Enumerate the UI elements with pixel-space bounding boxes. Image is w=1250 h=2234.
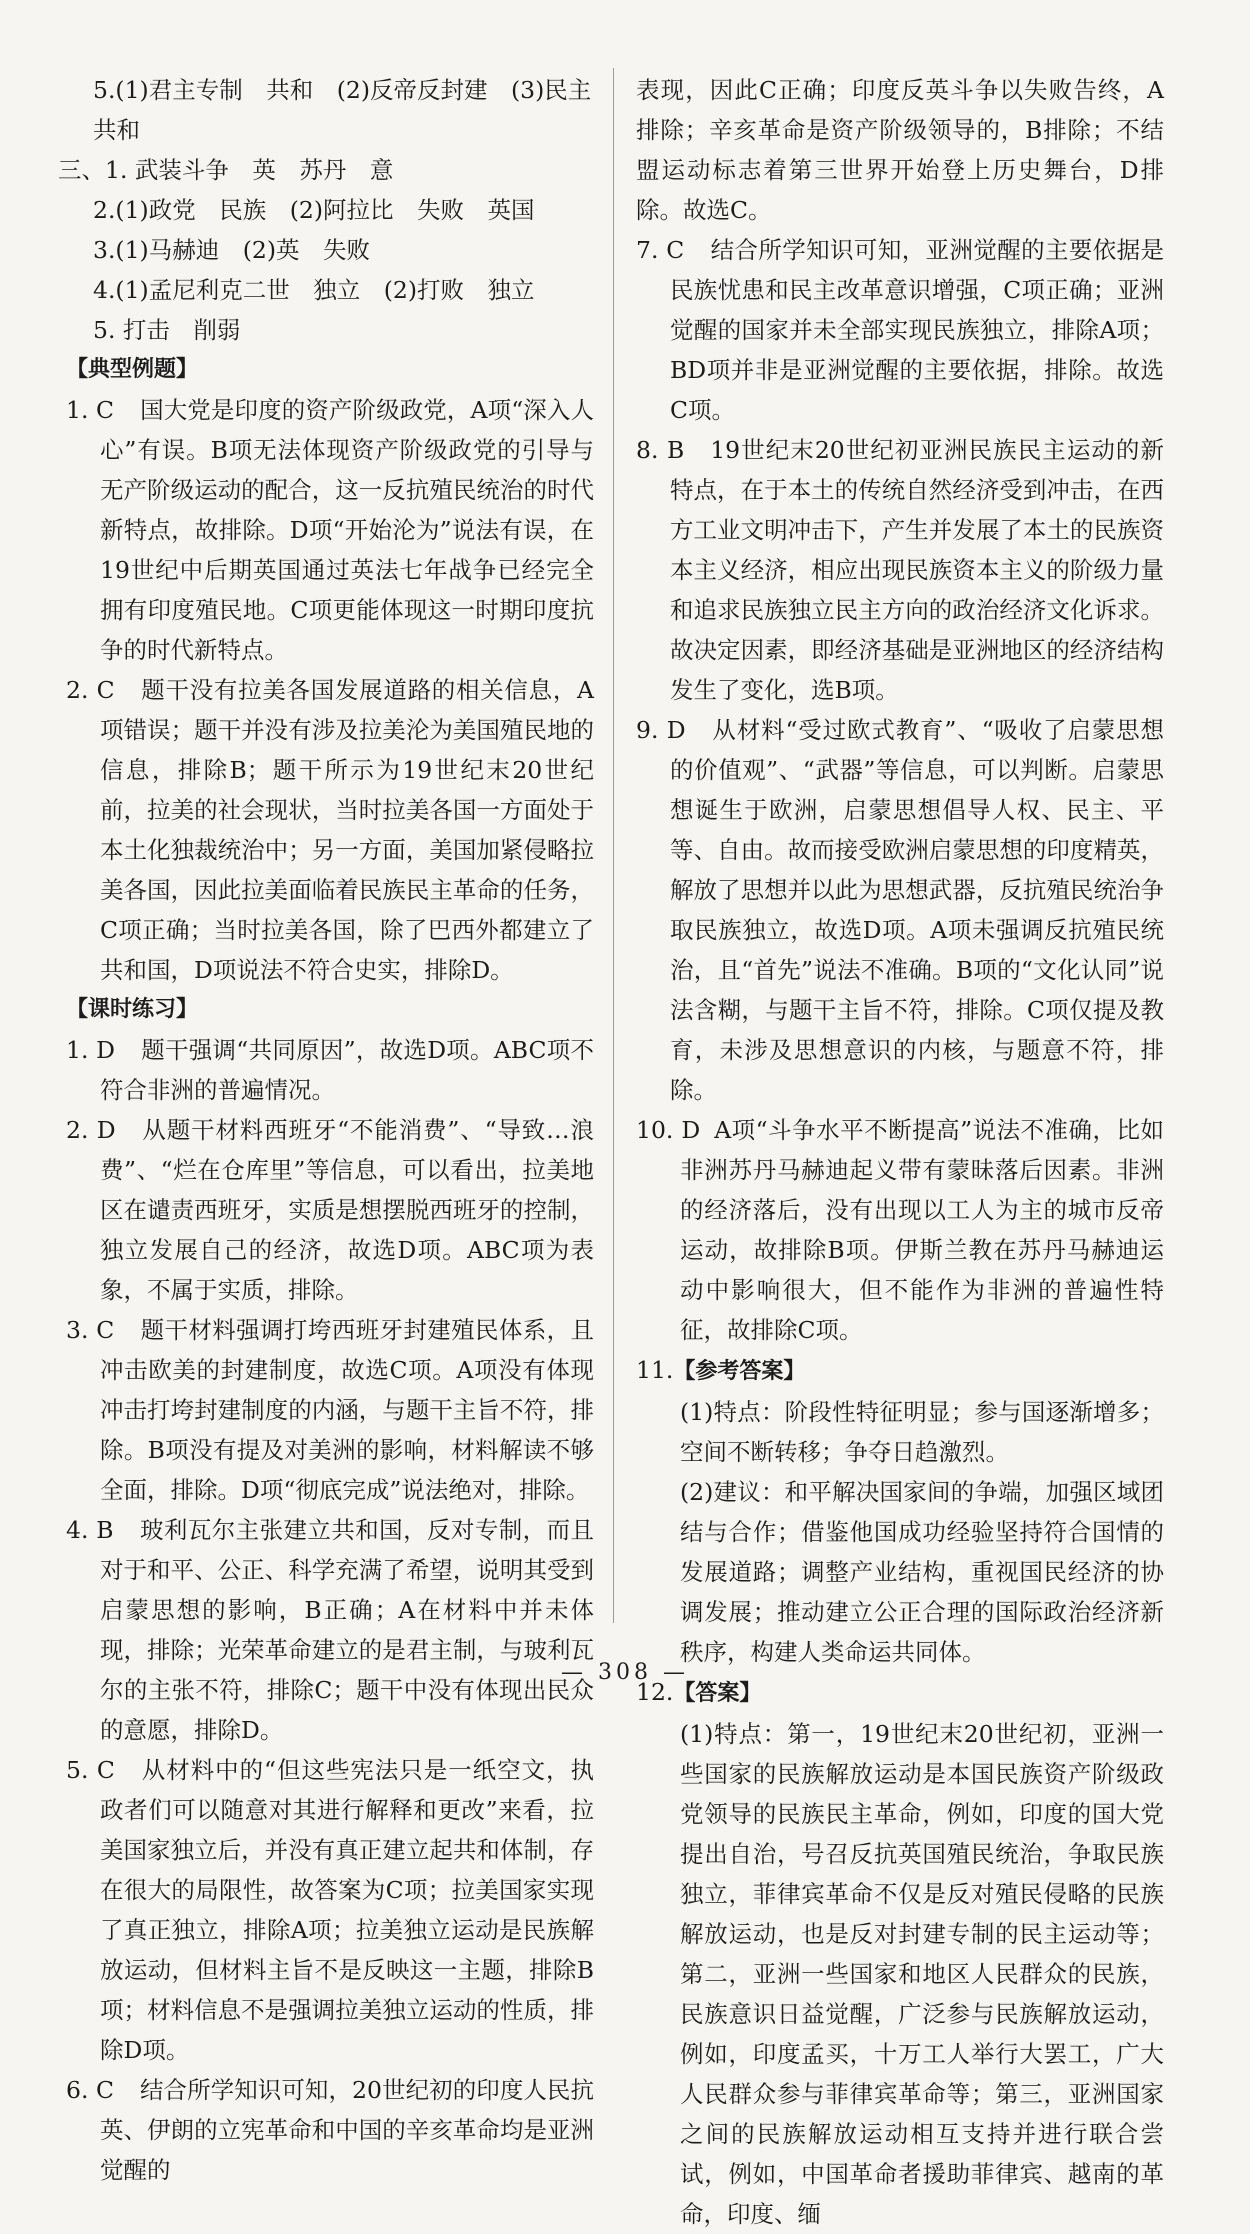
answer-part: (1)特点：阶段性特征明显；参与国逐渐增多；空间不断转移；争夺日趋激烈。 [680,1398,1164,1466]
answer-item [636,1110,1164,1350]
answer-item [66,1750,594,2070]
answer-item [66,2070,594,2190]
answer-number: 1. C [66,396,114,424]
answer-explanation: 结合所学知识可知，亚洲觉醒的主要依据是民族忧患和民主改革意识增强，C项正确；亚洲觉醒的国家并未全部实现民族独立，排除A项；BD项并非是亚洲觉醒的主要依据，排除。故选C项。 [670,236,1165,424]
right-column [636,70,1164,2234]
answer-item [66,670,594,990]
answer-line: 共和 [93,116,140,144]
answer-item [636,430,1164,710]
answer-explanation: 玻利瓦尔主张建立共和国，反对专制，而且对于和平、公正、科学充满了希望，说明其受到启蒙思想的影响，B正确；A在材料中并未体现，排除；光荣革命建立的是君主制，与玻利瓦尔的主张不符，排除C；题干中没有体现出民众的意愿，排除D。 [100,1516,594,1744]
answer-line: 2.(1)政党 民族 (2)阿拉比 失败 英国 [93,196,535,224]
answer-explanation: A项“斗争水平不断提高”说法不准确，比如非洲苏丹马赫迪起义带有蒙昧落后因素。非洲的经济落后，没有出现以工人为主的城市反帝运动，故排除B项。伊斯兰教在苏丹马赫迪运动中影响很大，但不能作为非洲的普遍性特征，故排除C项。 [680,1116,1165,1344]
answer-item-11-header [636,1350,1164,1392]
answer-item [66,1110,594,1310]
answer-item [66,1510,594,1750]
answer-explanation: 题干没有拉美各国发展道路的相关信息，A项错误；题干并没有涉及拉美沦为美国殖民地的信息，排除B；题干所示为19世纪末20世纪前，拉美的社会现状，当时拉美各国一方面处于本土化独裁统治中；另一方面，美国加紧侵略拉美各国，因此拉美面临着民族民主革命的任务，C项正确；当时拉美各国，除了巴西外都建立了共和国，D项说法不符合史实，排除D。 [100,676,594,984]
answer-label: 【答案】 [673,1681,762,1706]
answer-number: 12. [636,1678,674,1706]
answer-explanation: 题干强调“共同原因”，故选D项。ABC项不符合非洲的普遍情况。 [100,1036,594,1104]
answer-explanation: 19世纪末20世纪初亚洲民族民主运动的新特点，在于本土的传统自然经济受到冲击，在西方工业文明冲击下，产生并发展了本土的民族资本主义经济，相应出现民族资本主义的阶级力量和追求民族独立民主方向的政治经济文化诉求。故决定因素，即经济基础是亚洲地区的经济结构发生了变化，选B项。 [670,436,1164,704]
page-number: — 308 — [561,1660,689,1685]
section-three-title: 三、1. 武装斗争 英 苏丹 意 [58,156,394,184]
left-column [58,70,595,2190]
section-heading-practice: 【课时练习】 [66,997,199,1022]
answer-number: 7. C [636,236,685,264]
answer-number: 3. C [66,1316,115,1344]
answer-number: 5. C [66,1756,115,1784]
answer-item [636,230,1164,430]
section-heading-examples: 【典型例题】 [66,357,199,382]
answer-explanation-continued: 表现，因此C正确；印度反英斗争以失败告终，A排除；辛亥革命是资产阶级领导的，B排除；不结盟运动标志着第三世界开始登上历史舞台，D排除。故选C。 [636,76,1164,224]
answer-explanation: 题干材料强调打垮西班牙封建殖民体系，且冲击欧美的封建制度，故选C项。A项没有体现冲击打垮封建制度的内涵，与题干主旨不符，排除。B项没有提及对美洲的影响，材料解读不够全面，排除。D项“彻底完成”说法绝对，排除。 [100,1316,595,1504]
answer-number: 4. B [66,1516,114,1544]
column-divider [613,68,614,1623]
answer-explanation: 从题干材料西班牙“不能消费”、“导致…浪费”、“烂在仓库里”等信息，可以看出，拉美地区在谴责西班牙，实质是想摆脱西班牙的控制，独立发展自己的经济，故选D项。ABC项为表象，不属于实质，排除。 [100,1116,594,1304]
answer-number: 10. D [636,1116,701,1144]
answer-explanation: 从材料中的“但这些宪法只是一纸空文，执政者们可以随意对其进行解释和更改”来看，拉美国家独立后，并没有真正建立起共和体制，存在很大的局限性，故答案为C项；拉美国家实现了真正独立，排除A项；拉美独立运动是民族解放运动，但材料主旨不是反映这一主题，排除B项；材料信息不是强调拉美独立运动的性质，排除D项。 [100,1756,594,2064]
answer-line: 5. 打击 削弱 [93,316,241,344]
answer-explanation: 国大党是印度的资产阶级政党，A项“深入人心”有误。B项无法体现资产阶级政党的引导与无产阶级运动的配合，这一反抗殖民统治的时代新特点，故排除。D项“开始沦为”说法有误，在19世纪中后期英国通过英法七年战争已经完全拥有印度殖民地。C项更能体现这一时期印度抗争的时代新特点。 [100,396,595,664]
answer-line: 3.(1)马赫迪 (2)英 失败 [93,236,370,264]
answer-item [66,1030,594,1110]
answer-explanation: 结合所学知识可知，20世纪初的印度人民抗英、伊朗的立宪革命和中国的辛亥革命均是亚洲觉醒的 [100,2076,594,2184]
answer-item [636,710,1164,1110]
answer-line: 5.(1)君主专制 共和 (2)反帝反封建 (3)民主 [93,76,592,104]
answer-part: (2)建议：和平解决国家间的争端，加强区域团结与合作；借鉴他国成功经验坚持符合国情的发展道路；调整产业结构，重视国民经济的协调发展；推动建立公正合理的国际政治经济新秩序，构建人类命运共同体。 [680,1478,1164,1666]
answer-number: 1. D [66,1036,115,1064]
answer-part: (1)特点：第一，19世纪末20世纪初，亚洲一些国家的民族解放运动是本国民族资产阶级政党领导的民族民主革命，例如，印度的国大党提出自治，号召反抗英国殖民统治，争取民族独立，菲律宾革命不仅是反对殖民侵略的民族解放运动，也是反对封建专制的民主运动等；第二，亚洲一些国家和地区人民群众的民族，民族意识日益觉醒，广泛参与民族解放运动，例如，印度孟买，十万工人举行大罢工，广大人民群众参与菲律宾革命等；第三，亚洲国家之间的民族解放运动相互支持并进行联合尝试，例如，中国革命者援助菲律宾、越南的革命，印度、缅 [680,1720,1164,2228]
answer-number: 9. D [636,716,686,744]
answer-number: 2. D [66,1116,116,1144]
answer-number: 6. C [66,2076,114,2104]
answer-item [66,390,594,670]
answer-line: 4.(1)孟尼利克二世 独立 (2)打败 独立 [93,276,535,304]
answer-number: 8. B [636,436,685,464]
answer-number: 11. [636,1356,674,1384]
answer-number: 2. C [66,676,115,704]
reference-answer-label: 【参考答案】 [673,1359,806,1384]
answer-explanation: 从材料“受过欧式教育”、“吸收了启蒙思想的价值观”、“武器”等信息，可以判断。启蒙思想诞生于欧洲，启蒙思想倡导人权、民主、平等、自由。故而接受欧洲启蒙思想的印度精英，解放了思想并以此为思想武器，反抗殖民统治争取民族独立，故选D项。A项未强调反抗殖民统治，且“首先”说法不准确。B项的“文化认同”说法含糊，与题干主旨不符，排除。C项仅提及教育，未涉及思想意识的内核，与题意不符，排除。 [670,716,1164,1104]
answer-item [66,1310,594,1510]
